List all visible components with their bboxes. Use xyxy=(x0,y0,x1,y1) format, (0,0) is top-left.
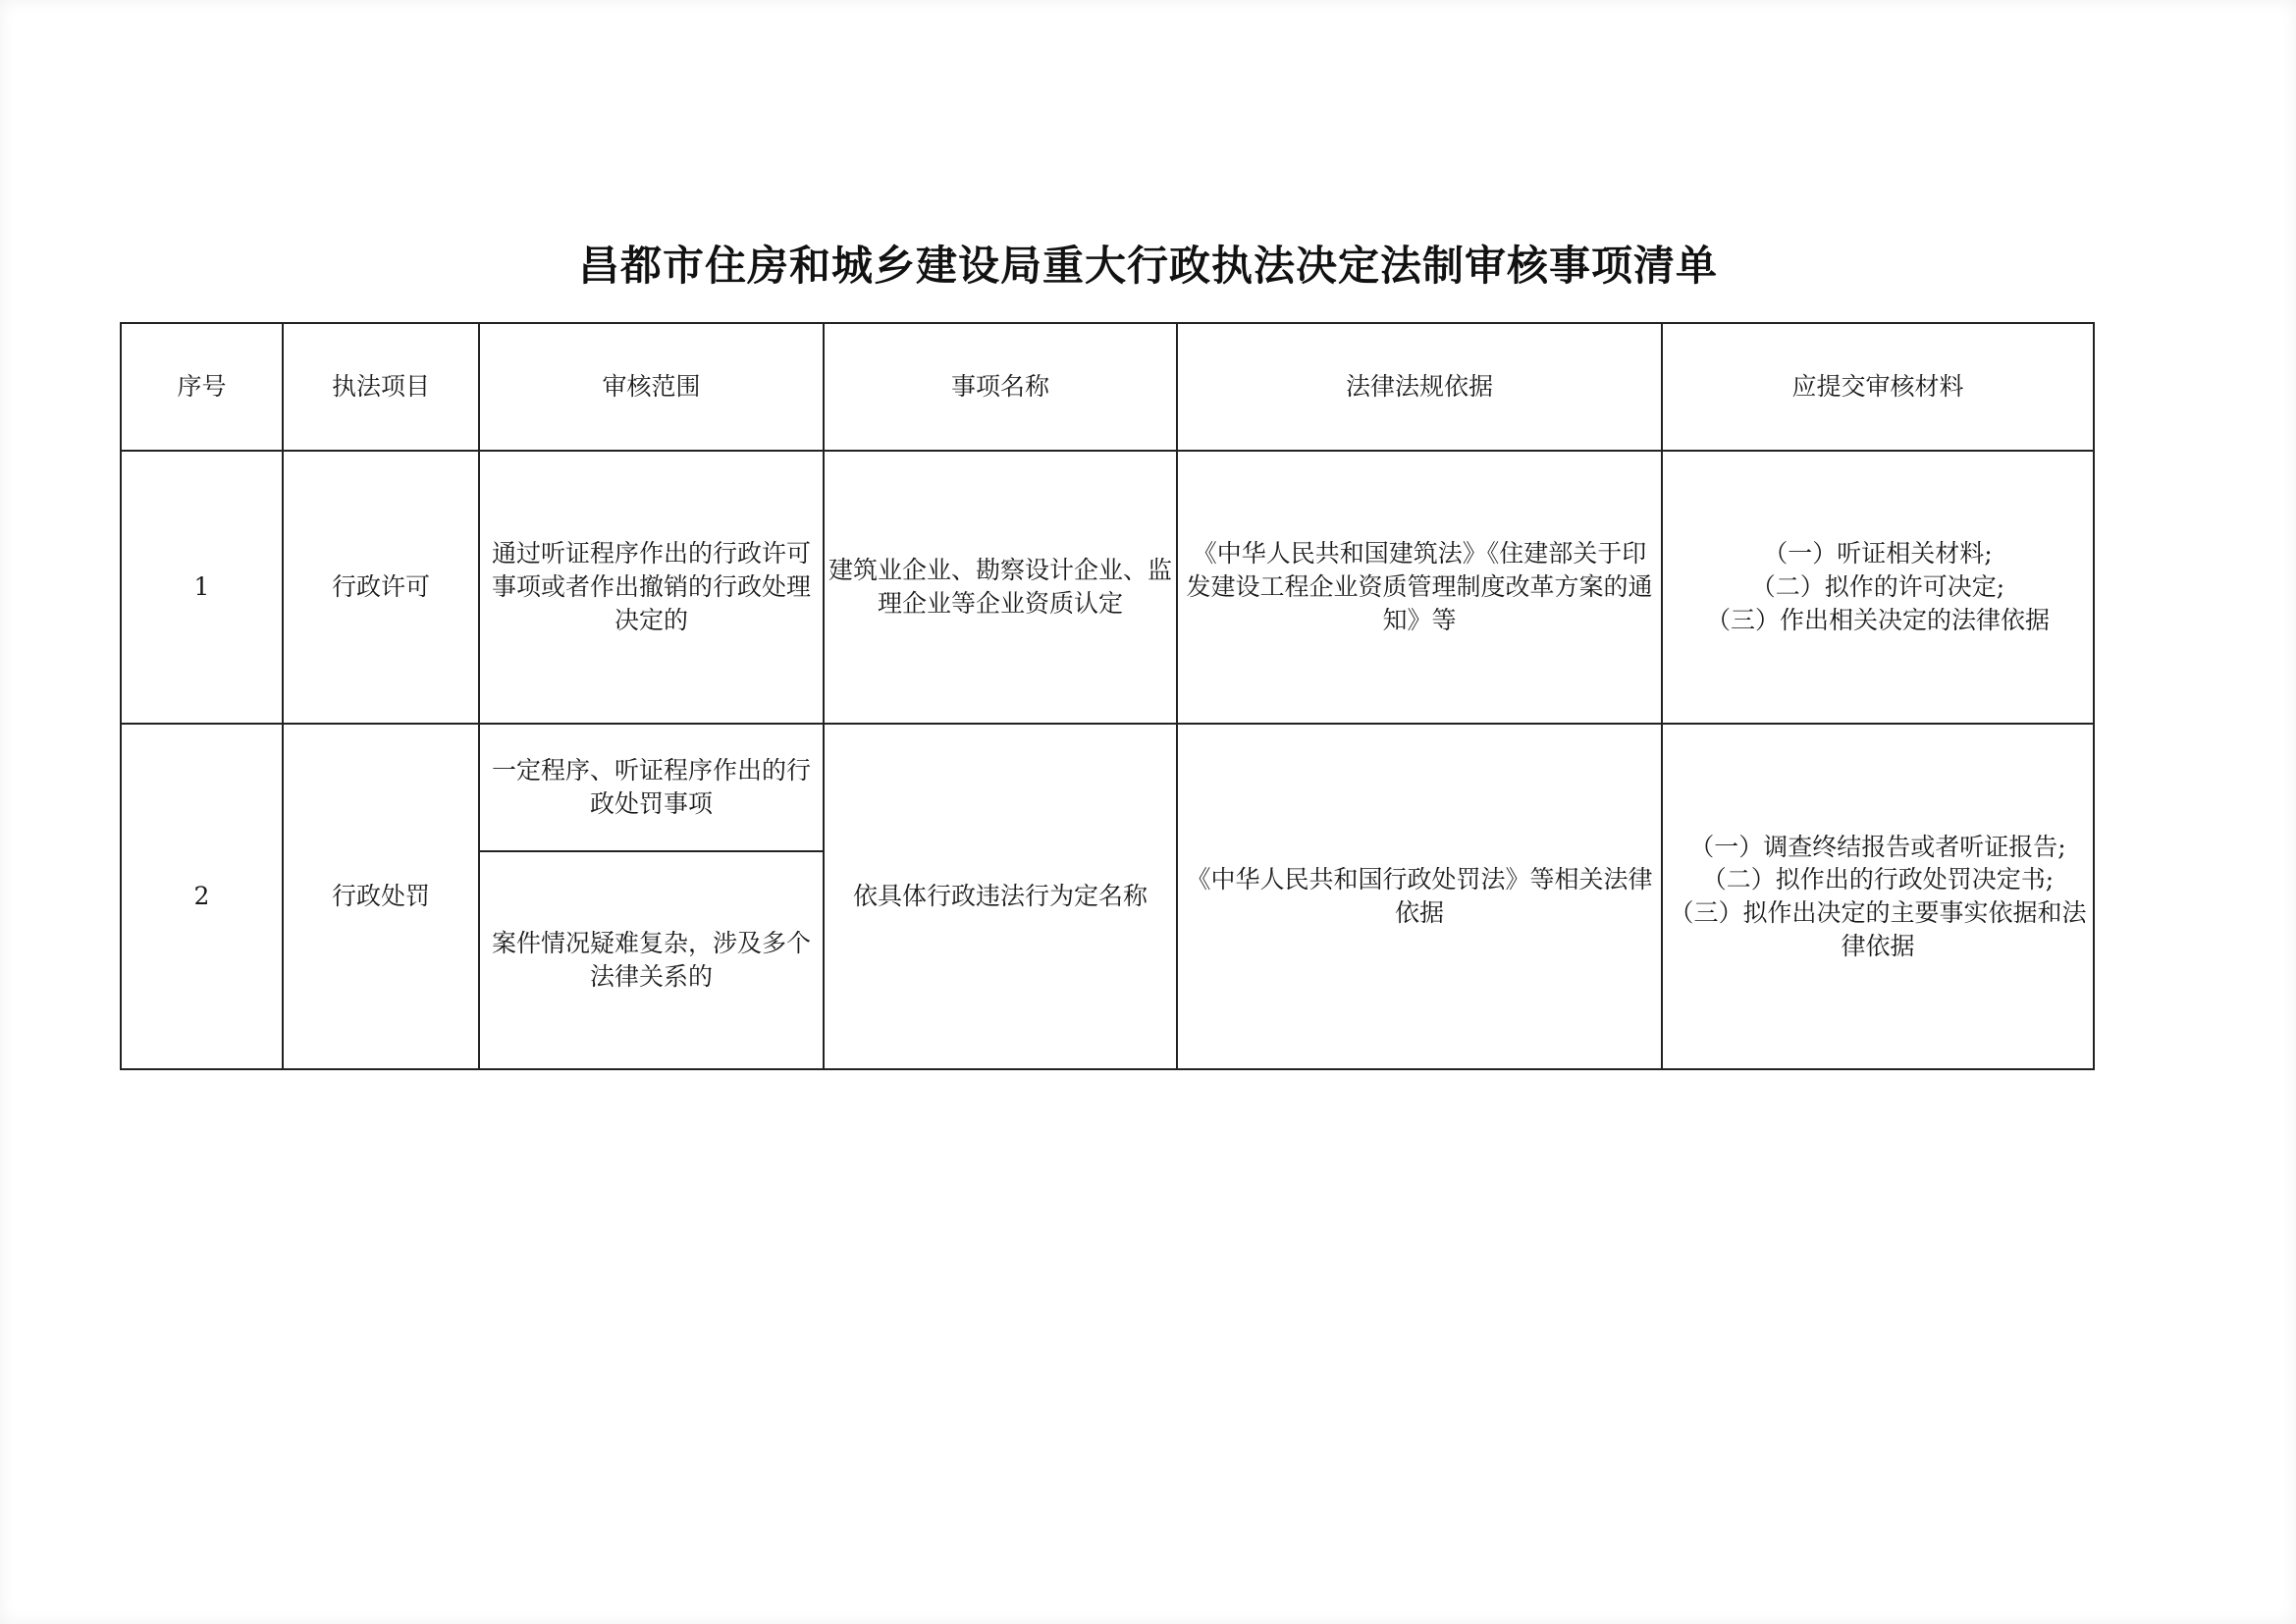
material-line: （三）拟作出决定的主要事实依据和法律依据 xyxy=(1669,898,2087,960)
row-review-scope: 通过听证程序作出的行政许可事项或者作出撤销的行政处理决定的 xyxy=(479,451,824,724)
material-line: （二）拟作出的行政处罚决定书; xyxy=(1701,865,2055,894)
material-line: （一）调查终结报告或者听证报告; xyxy=(1689,832,2066,861)
row-enforcement-item: 行政许可 xyxy=(283,451,479,724)
row-serial-no: 1 xyxy=(121,451,283,724)
header-materials: 应提交审核材料 xyxy=(1662,323,2094,451)
row-matter-name: 建筑业企业、勘察设计企业、监理企业等企业资质认定 xyxy=(824,451,1177,724)
table-row xyxy=(121,451,2094,724)
row-enforcement-item: 行政处罚 xyxy=(283,724,479,1069)
row-materials xyxy=(1662,724,2094,1069)
material-line: （三）作出相关决定的法律依据 xyxy=(1705,605,2050,634)
row-matter-name: 依具体行政违法行为定名称 xyxy=(824,724,1177,1069)
header-enforcement-item: 执法项目 xyxy=(283,323,479,451)
header-matter-name: 事项名称 xyxy=(824,323,1177,451)
header-review-scope: 审核范围 xyxy=(479,323,824,451)
material-line: （一）听证相关材料; xyxy=(1763,539,1993,568)
review-items-table xyxy=(120,322,2095,1070)
row-review-scope: 一定程序、听证程序作出的行政处罚事项 xyxy=(479,724,824,851)
row-legal-basis: 《中华人民共和国行政处罚法》等相关法律依据 xyxy=(1177,724,1662,1069)
row-serial-no: 2 xyxy=(121,724,283,1069)
row-legal-basis: 《中华人民共和国建筑法》《住建部关于印发建设工程企业资质管理制度改革方案的通知》等 xyxy=(1177,451,1662,724)
row-review-scope: 案件情况疑难复杂，涉及多个法律关系的 xyxy=(479,851,824,1069)
document-title: 昌都市住房和城乡建设局重大行政执法决定法制审核事项清单 xyxy=(577,242,1718,290)
header-serial-no: 序号 xyxy=(121,323,283,451)
table-row xyxy=(121,724,2094,851)
material-line: （二）拟作的许可决定; xyxy=(1750,572,2005,602)
row-materials xyxy=(1662,451,2094,724)
header-legal-basis: 法律法规依据 xyxy=(1177,323,1662,451)
table-header-row xyxy=(121,323,2094,451)
